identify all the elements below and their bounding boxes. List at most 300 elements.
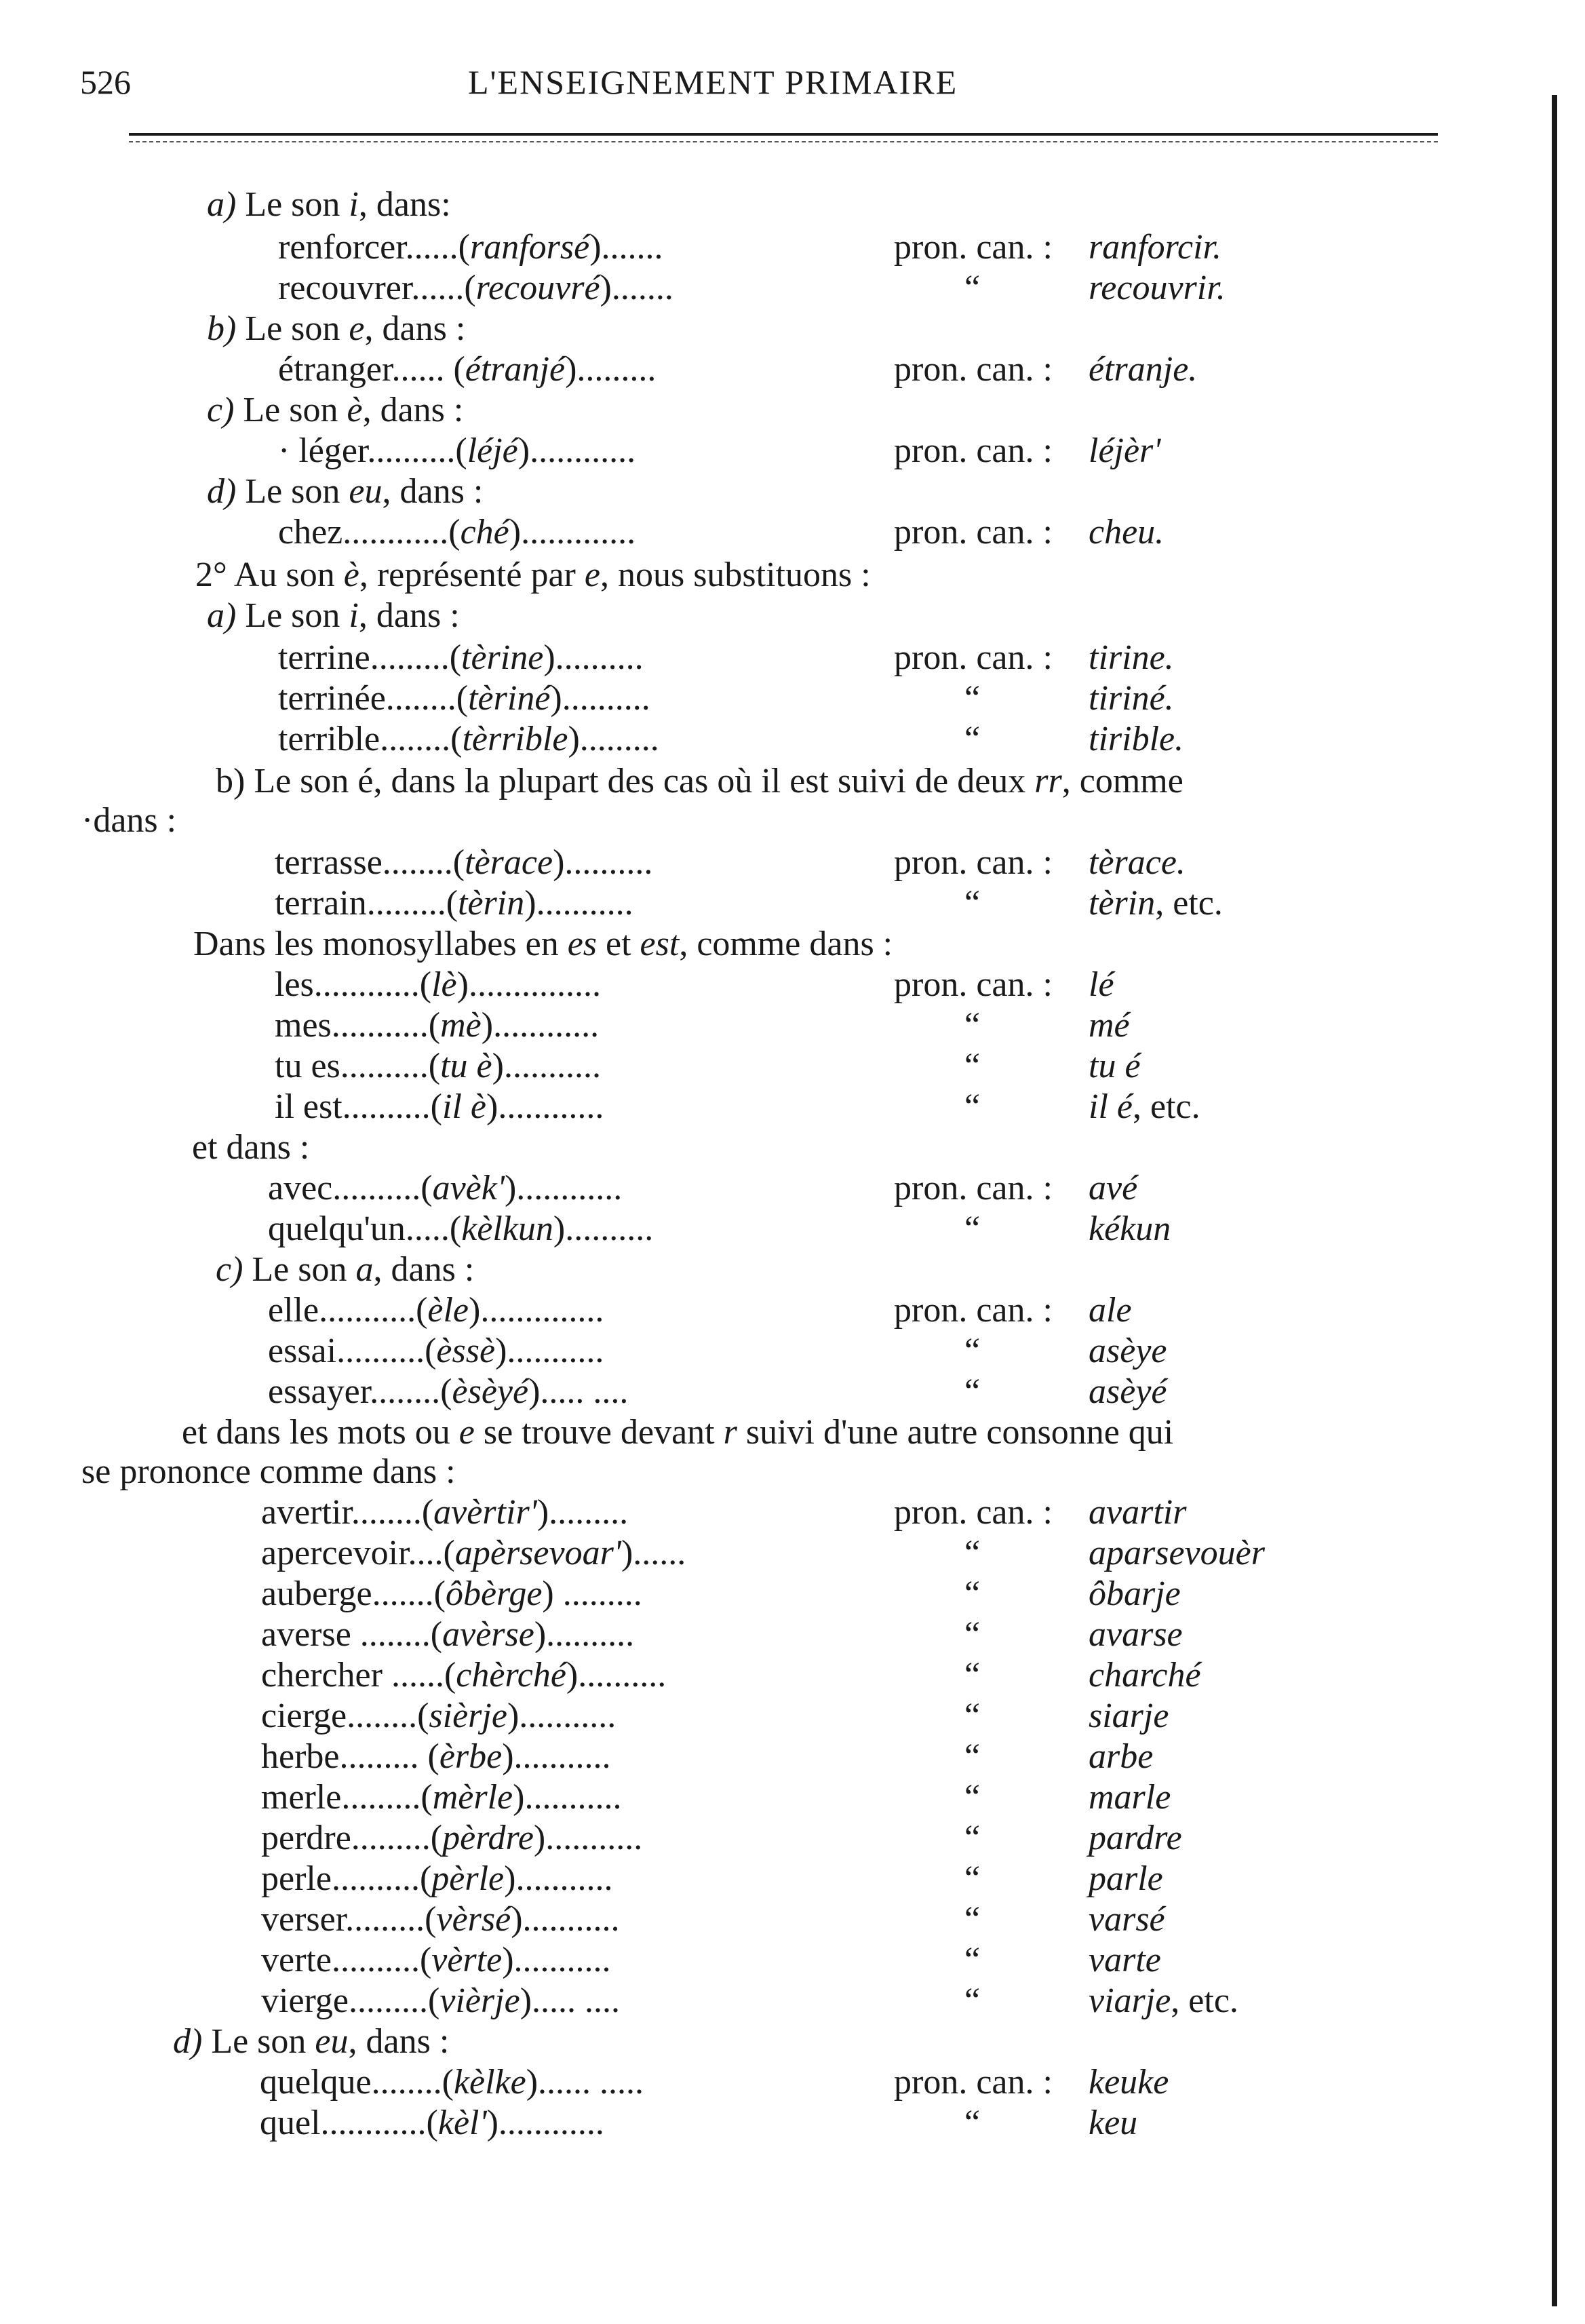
leader-dots: ...............	[468, 965, 601, 1004]
heading-text: Le son	[211, 2022, 315, 2061]
leader-dots: ............	[313, 965, 420, 1004]
canadian-pronunciation	[1089, 883, 1223, 924]
italic-term: è	[343, 556, 359, 594]
entry-row: terrinée........(tèriné)..........	[278, 679, 650, 718]
heading-letter: d)	[207, 472, 246, 511]
leader-dots: .........	[366, 884, 446, 923]
entry-row: merle.........(mèrle)...........	[261, 1778, 622, 1817]
text-segment: , représenté par	[359, 556, 585, 594]
section-heading	[216, 1250, 474, 1290]
heading-text: Le son	[243, 391, 347, 429]
leader-dots: ........	[385, 679, 456, 718]
entry-row: quel............(kèl')............	[260, 2104, 604, 2142]
result-text: étranje.	[1089, 350, 1198, 389]
entry-row: terrine.........(tèrine)..........	[278, 638, 644, 677]
result-text: parle	[1089, 1859, 1163, 1898]
entry-row: · léger..........(léjé)............	[278, 431, 636, 470]
heading-sound: i	[349, 596, 359, 635]
leader-dots: ..........	[562, 679, 650, 718]
leader-dots: ..........	[331, 1859, 420, 1898]
heading-sound: i	[349, 185, 359, 224]
pron-can-label: pron. can. :	[894, 965, 1053, 1004]
italic-term: es	[567, 925, 598, 963]
leader-dots: ...........	[536, 884, 633, 923]
pronunciation: vèrsé	[436, 1900, 511, 1939]
result-text: avarse	[1089, 1615, 1183, 1654]
etc-suffix: , etc.	[1132, 1087, 1200, 1126]
running-title: L'ENSEIGNEMENT PRIMAIRE	[468, 63, 958, 101]
entry-row: verte..........(vèrte)...........	[261, 1941, 611, 1979]
entry-row: les............(lè)...............	[275, 965, 601, 1004]
entry-word: quelqu'un	[268, 1209, 406, 1248]
pronunciation: kèl'	[437, 2104, 487, 2142]
leader-dots: ............	[493, 1006, 600, 1045]
heading-tail: , dans :	[382, 472, 484, 511]
leader-dots: .........	[576, 350, 657, 389]
entry-row: terrain.........(tèrin)...........	[275, 884, 633, 923]
leader-dots: ...........	[319, 1291, 416, 1330]
entry-word: verser	[261, 1900, 346, 1939]
result-text: léjèr'	[1089, 431, 1161, 470]
pron-can-label: pron. can. :	[894, 431, 1053, 470]
entry-word: terrasse	[275, 843, 383, 882]
heading-tail: , dans :	[373, 1250, 475, 1289]
canadian-pronunciation	[1089, 512, 1164, 553]
pron-can-label: pron. can. :	[894, 228, 1053, 267]
entry-row: essayer........(èsèyé)..... ....	[268, 1372, 629, 1411]
leader-dots: .........	[549, 1493, 629, 1532]
result-text: avartir	[1089, 1493, 1187, 1532]
entry-word: vierge	[261, 1981, 349, 2020]
entry-row: elle...........(èle)..............	[268, 1291, 604, 1330]
result-text: cheu.	[1089, 513, 1165, 551]
leader-dots: .........	[370, 638, 450, 677]
result-text: aparsevouèr	[1089, 1534, 1265, 1572]
entry-word: les	[275, 965, 314, 1004]
result-text: keuke	[1089, 2063, 1169, 2102]
entry-word: terrinée	[278, 679, 386, 718]
canadian-pronunciation	[1089, 638, 1174, 678]
canadian-pronunciation	[1089, 1859, 1163, 1899]
result-text: tirible.	[1089, 720, 1184, 758]
leader-dots: ......	[411, 269, 465, 307]
canadian-pronunciation	[1089, 1209, 1171, 1250]
ditto-mark: “	[964, 1332, 981, 1370]
canadian-pronunciation	[1089, 965, 1114, 1005]
entry-row: averse ........(avèrse)..........	[261, 1615, 635, 1654]
result-text: ale	[1089, 1291, 1132, 1330]
result-text: varsé	[1089, 1900, 1165, 1939]
entry-row: avec..........(avèk')............	[268, 1169, 623, 1207]
italic-term: e	[458, 1413, 475, 1452]
canadian-pronunciation	[1089, 1290, 1132, 1331]
result-text: viarje	[1089, 1981, 1171, 2020]
entry-word: apercevoir	[261, 1534, 408, 1572]
heading-letter: a)	[207, 596, 246, 635]
pronunciation: sièrje	[429, 1697, 507, 1735]
canadian-pronunciation	[1089, 1492, 1186, 1533]
entry-word: quel	[260, 2104, 321, 2142]
entry-word: tu es	[275, 1047, 340, 1085]
result-text: tiriné.	[1089, 679, 1174, 718]
leader-dots: ..........	[367, 431, 456, 470]
result-text: lé	[1089, 965, 1114, 1004]
entry-word: herbe	[261, 1737, 340, 1776]
heading-text: Le son	[245, 472, 349, 511]
pronunciation: ché	[460, 513, 509, 551]
canadian-pronunciation	[1089, 1372, 1167, 1412]
ditto-mark: “	[964, 1859, 981, 1898]
entry-row: herbe......... (èrbe)...........	[261, 1737, 611, 1776]
heading-text: Le son	[252, 1250, 356, 1289]
entry-word: merle	[261, 1778, 342, 1817]
pronunciation: tèrace	[465, 843, 553, 882]
ditto-mark: “	[964, 1087, 981, 1126]
canadian-pronunciation	[1089, 1574, 1181, 1614]
canadian-pronunciation	[1089, 227, 1221, 268]
leader-dots: ............	[530, 431, 636, 470]
entry-word: renforcer	[278, 228, 406, 267]
canadian-pronunciation	[1089, 431, 1160, 471]
text-segment: 2° Au son	[195, 556, 344, 594]
section-heading	[207, 185, 451, 225]
canadian-pronunciation	[1089, 1981, 1238, 2021]
leader-dots: ...........	[545, 1819, 643, 1857]
result-text: ôbarje	[1089, 1574, 1181, 1613]
result-text: kékun	[1089, 1209, 1171, 1248]
ditto-mark: “	[964, 1697, 981, 1735]
leader-dots: ...........	[524, 1778, 622, 1817]
pronunciation: apèrsevoar'	[454, 1534, 621, 1572]
heading-letter: a)	[207, 185, 246, 224]
pronunciation: tu è	[440, 1047, 492, 1085]
pronunciation: ôbèrge	[445, 1574, 543, 1613]
leader-dots: ..... ....	[532, 1981, 621, 2020]
leader-dots: ..........	[546, 1615, 635, 1654]
pronunciation: chèrché	[456, 1656, 566, 1694]
leader-dots: ......	[405, 228, 458, 267]
leader-dots: ............	[320, 2104, 427, 2142]
entry-word: mes	[275, 1006, 332, 1045]
entry-word: terrain	[275, 884, 367, 923]
leader-dots: .............	[521, 513, 636, 551]
leader-dots: ......	[391, 350, 454, 389]
ditto-mark: “	[964, 1534, 981, 1572]
result-text: charché	[1089, 1656, 1201, 1694]
page-edge-shadow	[1552, 95, 1557, 2306]
leader-dots: .........	[579, 720, 659, 758]
pronunciation: mèrle	[432, 1778, 513, 1817]
canadian-pronunciation	[1089, 1818, 1182, 1859]
leader-dots: ...........	[507, 1332, 604, 1370]
entry-word: auberge	[261, 1574, 372, 1613]
leader-dots: ...........	[513, 1737, 611, 1776]
heading-tail: , dans :	[348, 2022, 450, 2061]
pronunciation: tèriné	[468, 679, 551, 718]
leader-dots: ........	[382, 843, 453, 882]
entry-row: verser.........(vèrsé)...........	[261, 1900, 620, 1939]
entry-word: averse	[261, 1615, 351, 1654]
leader-dots: ............	[516, 1169, 623, 1207]
header-rule	[129, 133, 1438, 136]
leader-dots: ........	[380, 720, 451, 758]
pronunciation: èrbe	[439, 1737, 503, 1776]
leader-dots: ...........	[519, 1697, 617, 1735]
entry-word: elle	[268, 1291, 319, 1330]
leader-dots: .......	[611, 269, 673, 307]
canadian-pronunciation	[1089, 1168, 1137, 1209]
entry-row: perdre.........(pèrdre)...........	[261, 1819, 643, 1857]
header-rule-secondary	[129, 141, 1438, 142]
entry-word: il est	[275, 1087, 343, 1126]
pron-can-label: pron. can. :	[894, 1291, 1053, 1330]
entry-row: vierge.........(vièrje)..... ....	[261, 1981, 621, 2020]
paragraph-line: et dans :	[192, 1128, 310, 1167]
entry-row: tu es..........(tu è)...........	[275, 1047, 601, 1085]
leader-dots: ........	[351, 1493, 422, 1532]
ditto-mark: “	[964, 1209, 981, 1248]
pron-can-label: pron. can. :	[894, 1493, 1053, 1532]
entry-word: avec	[268, 1169, 333, 1207]
text-segment: , comme dans :	[679, 925, 893, 963]
entry-row: chez............(ché).............	[278, 513, 636, 551]
pronunciation: kèlkun	[461, 1209, 553, 1248]
result-text: tèrace.	[1089, 843, 1186, 882]
ditto-mark: “	[964, 1006, 981, 1045]
pron-can-label: pron. can. :	[894, 1169, 1053, 1207]
ditto-mark: “	[964, 1656, 981, 1694]
entry-row: avertir........(avèrtir').........	[261, 1493, 629, 1532]
canadian-pronunciation	[1089, 2103, 1137, 2144]
result-text: arbe	[1089, 1737, 1154, 1776]
heading-text: Le son	[245, 185, 349, 224]
leader-dots: .....	[405, 1209, 450, 1248]
leader-dots: ............	[498, 1087, 604, 1126]
leader-dots: ..........	[565, 1209, 654, 1248]
italic-term: rr	[1034, 762, 1062, 800]
leader-dots: ...........	[331, 1006, 429, 1045]
entry-row: étranger...... (étranjé).........	[278, 350, 657, 389]
heading-sound: e	[349, 309, 365, 348]
pronunciation: pèrdre	[442, 1819, 534, 1857]
ditto-mark: “	[964, 2104, 981, 2142]
italic-term: r	[723, 1413, 737, 1452]
text-segment: et dans les mots ou	[182, 1413, 459, 1452]
entry-row: renforcer......(ranforsé).......	[278, 228, 663, 267]
pronunciation: il è	[442, 1087, 486, 1126]
leader-dots: .........	[553, 1574, 642, 1613]
ditto-mark: “	[964, 1372, 981, 1411]
ditto-mark: “	[964, 1615, 981, 1654]
result-text: asèyé	[1089, 1372, 1167, 1411]
leader-dots: ........	[351, 1615, 431, 1654]
heading-sound: è	[347, 391, 363, 429]
entry-word: · léger	[278, 431, 368, 470]
canadian-pronunciation	[1089, 1087, 1200, 1127]
canadian-pronunciation	[1089, 1655, 1201, 1696]
pronunciation: èle	[427, 1291, 469, 1330]
leader-dots: ..........	[331, 1941, 420, 1979]
leader-dots: ..........	[578, 1656, 667, 1694]
result-text: avé	[1089, 1169, 1138, 1207]
leader-dots: ..........	[336, 1332, 425, 1370]
pron-can-label: pron. can. :	[894, 2063, 1053, 2102]
canadian-pronunciation	[1089, 1533, 1265, 1574]
ditto-mark: “	[964, 1737, 981, 1776]
leader-dots: .........	[339, 1737, 428, 1776]
leader-dots: ..........	[564, 843, 653, 882]
paragraph-line	[193, 924, 893, 965]
leader-dots: .........	[345, 1900, 425, 1939]
entry-row: terrible........(tèrrible).........	[278, 720, 659, 758]
canadian-pronunciation	[1089, 1899, 1165, 1940]
heading-letter: b)	[207, 309, 246, 348]
canadian-pronunciation	[1089, 268, 1226, 309]
ditto-mark: “	[964, 884, 981, 923]
leader-dots: ..........	[555, 638, 644, 677]
entry-word: perdre	[261, 1819, 351, 1857]
heading-tail: , dans :	[362, 391, 464, 429]
entry-word: quelque	[260, 2063, 372, 2102]
canadian-pronunciation	[1089, 1777, 1171, 1818]
leader-dots: .......	[601, 228, 663, 267]
leader-dots: ...... .....	[538, 2063, 644, 2102]
pronunciation: tèrin	[458, 884, 525, 923]
leader-dots: ............	[343, 513, 449, 551]
heading-letter: c)	[216, 1250, 252, 1289]
ditto-mark: “	[964, 1574, 981, 1613]
leader-dots: ............	[498, 2104, 604, 2142]
result-text: pardre	[1089, 1819, 1182, 1857]
paragraph-line: se prononce comme dans :	[81, 1452, 456, 1491]
canadian-pronunciation	[1089, 843, 1186, 883]
italic-term: e	[584, 556, 600, 594]
entry-row: perle..........(pèrle)...........	[261, 1859, 613, 1898]
etc-suffix: , etc.	[1171, 1981, 1238, 2020]
entry-word: étranger	[278, 350, 392, 389]
entry-row: apercevoir....(apèrsevoar')......	[261, 1534, 686, 1572]
text-segment: , nous substituons :	[600, 556, 871, 594]
result-text: tirine.	[1089, 638, 1174, 677]
result-text: tèrin	[1089, 884, 1156, 923]
pron-can-label: pron. can. :	[894, 843, 1053, 882]
canadian-pronunciation	[1089, 1614, 1183, 1655]
etc-suffix: , etc.	[1155, 884, 1223, 923]
ditto-mark: “	[964, 269, 981, 307]
pronunciation: tèrine	[461, 638, 544, 677]
entry-row: auberge.......(ôbèrge) .........	[261, 1574, 642, 1613]
section-heading	[207, 309, 465, 349]
pronunciation: avèk'	[432, 1169, 505, 1207]
entry-word: essayer	[268, 1372, 370, 1411]
pronunciation: recouvré	[475, 269, 600, 307]
leader-dots: ..........	[340, 1047, 429, 1085]
heading-tail: , dans :	[364, 309, 466, 348]
entry-word: verte	[261, 1941, 332, 1979]
entry-row: cierge........(sièrje)...........	[261, 1697, 617, 1735]
heading-tail: , dans:	[358, 185, 451, 224]
ditto-mark: “	[964, 679, 981, 718]
pronunciation: èssè	[436, 1332, 496, 1370]
canadian-pronunciation	[1089, 2062, 1169, 2103]
canadian-pronunciation	[1089, 1005, 1130, 1046]
leader-dots: ......	[382, 1656, 444, 1694]
result-text: siarje	[1089, 1697, 1169, 1735]
ditto-mark: “	[964, 720, 981, 758]
entry-word: terrible	[278, 720, 380, 758]
ditto-mark: “	[964, 1981, 981, 2020]
section-heading	[207, 390, 463, 431]
leader-dots: ..........	[332, 1169, 421, 1207]
result-text: asèye	[1089, 1332, 1167, 1370]
leader-dots: ..........	[342, 1087, 431, 1126]
result-text: il é	[1089, 1087, 1133, 1126]
entry-word: chercher	[261, 1656, 383, 1694]
leader-dots: .........	[341, 1778, 421, 1817]
text-segment: et	[597, 925, 640, 963]
heading-sound: eu	[315, 2022, 349, 2061]
result-text: marle	[1089, 1778, 1171, 1817]
heading-sound: a	[355, 1250, 374, 1289]
pronunciation: vèrte	[431, 1941, 503, 1979]
pron-can-label: pron. can. :	[894, 513, 1053, 551]
result-text: recouvrir.	[1089, 269, 1226, 307]
canadian-pronunciation	[1089, 1940, 1161, 1981]
pronunciation: étranjé	[465, 350, 566, 389]
leader-dots: ...........	[522, 1900, 620, 1939]
canadian-pronunciation	[1089, 1331, 1167, 1372]
pronunciation: vièrje	[439, 1981, 520, 2020]
entry-row: mes...........(mè)............	[275, 1006, 600, 1045]
leader-dots: ........	[371, 2063, 442, 2102]
canadian-pronunciation	[1089, 1696, 1169, 1737]
entry-row: chercher ......(chèrché)..........	[261, 1656, 667, 1694]
leader-dots: ....	[408, 1534, 444, 1572]
text-segment: se trouve devant	[474, 1413, 724, 1452]
canadian-pronunciation	[1089, 678, 1174, 719]
entry-word: avertir	[261, 1493, 351, 1532]
heading-text: Le son	[245, 309, 349, 348]
entry-word: cierge	[261, 1697, 347, 1735]
entry-row: recouvrer......(recouvré).......	[278, 269, 673, 307]
leader-dots: ........	[347, 1697, 418, 1735]
leader-dots: .......	[372, 1574, 434, 1613]
leader-dots: ...........	[503, 1047, 601, 1085]
ditto-mark: “	[964, 1047, 981, 1085]
text-segment: Dans les monosyllabes en	[193, 925, 568, 963]
italic-term: est	[640, 925, 680, 963]
paragraph-line	[195, 555, 871, 596]
result-text: varte	[1089, 1941, 1161, 1979]
pron-can-label: pron. can. :	[894, 638, 1053, 677]
result-text: keu	[1089, 2104, 1138, 2142]
entry-row: essai..........(èssè)...........	[268, 1332, 604, 1370]
canadian-pronunciation	[1089, 1046, 1141, 1087]
result-text: ranforcir.	[1089, 228, 1221, 267]
pronunciation: èsèyé	[452, 1372, 529, 1411]
ditto-mark: “	[964, 1819, 981, 1857]
leader-dots: ..... ....	[540, 1372, 629, 1411]
heading-text: Le son	[245, 596, 349, 635]
pronunciation: avèrtir'	[433, 1493, 537, 1532]
entry-row: quelqu'un.....(kèlkun)..........	[268, 1209, 654, 1248]
canadian-pronunciation	[1089, 349, 1197, 390]
result-text: mé	[1089, 1006, 1130, 1045]
result-text: tu é	[1089, 1047, 1141, 1085]
leader-dots: ......	[633, 1534, 686, 1572]
ditto-mark: “	[964, 1900, 981, 1939]
entry-row: terrasse........(tèrace)..........	[275, 843, 653, 882]
